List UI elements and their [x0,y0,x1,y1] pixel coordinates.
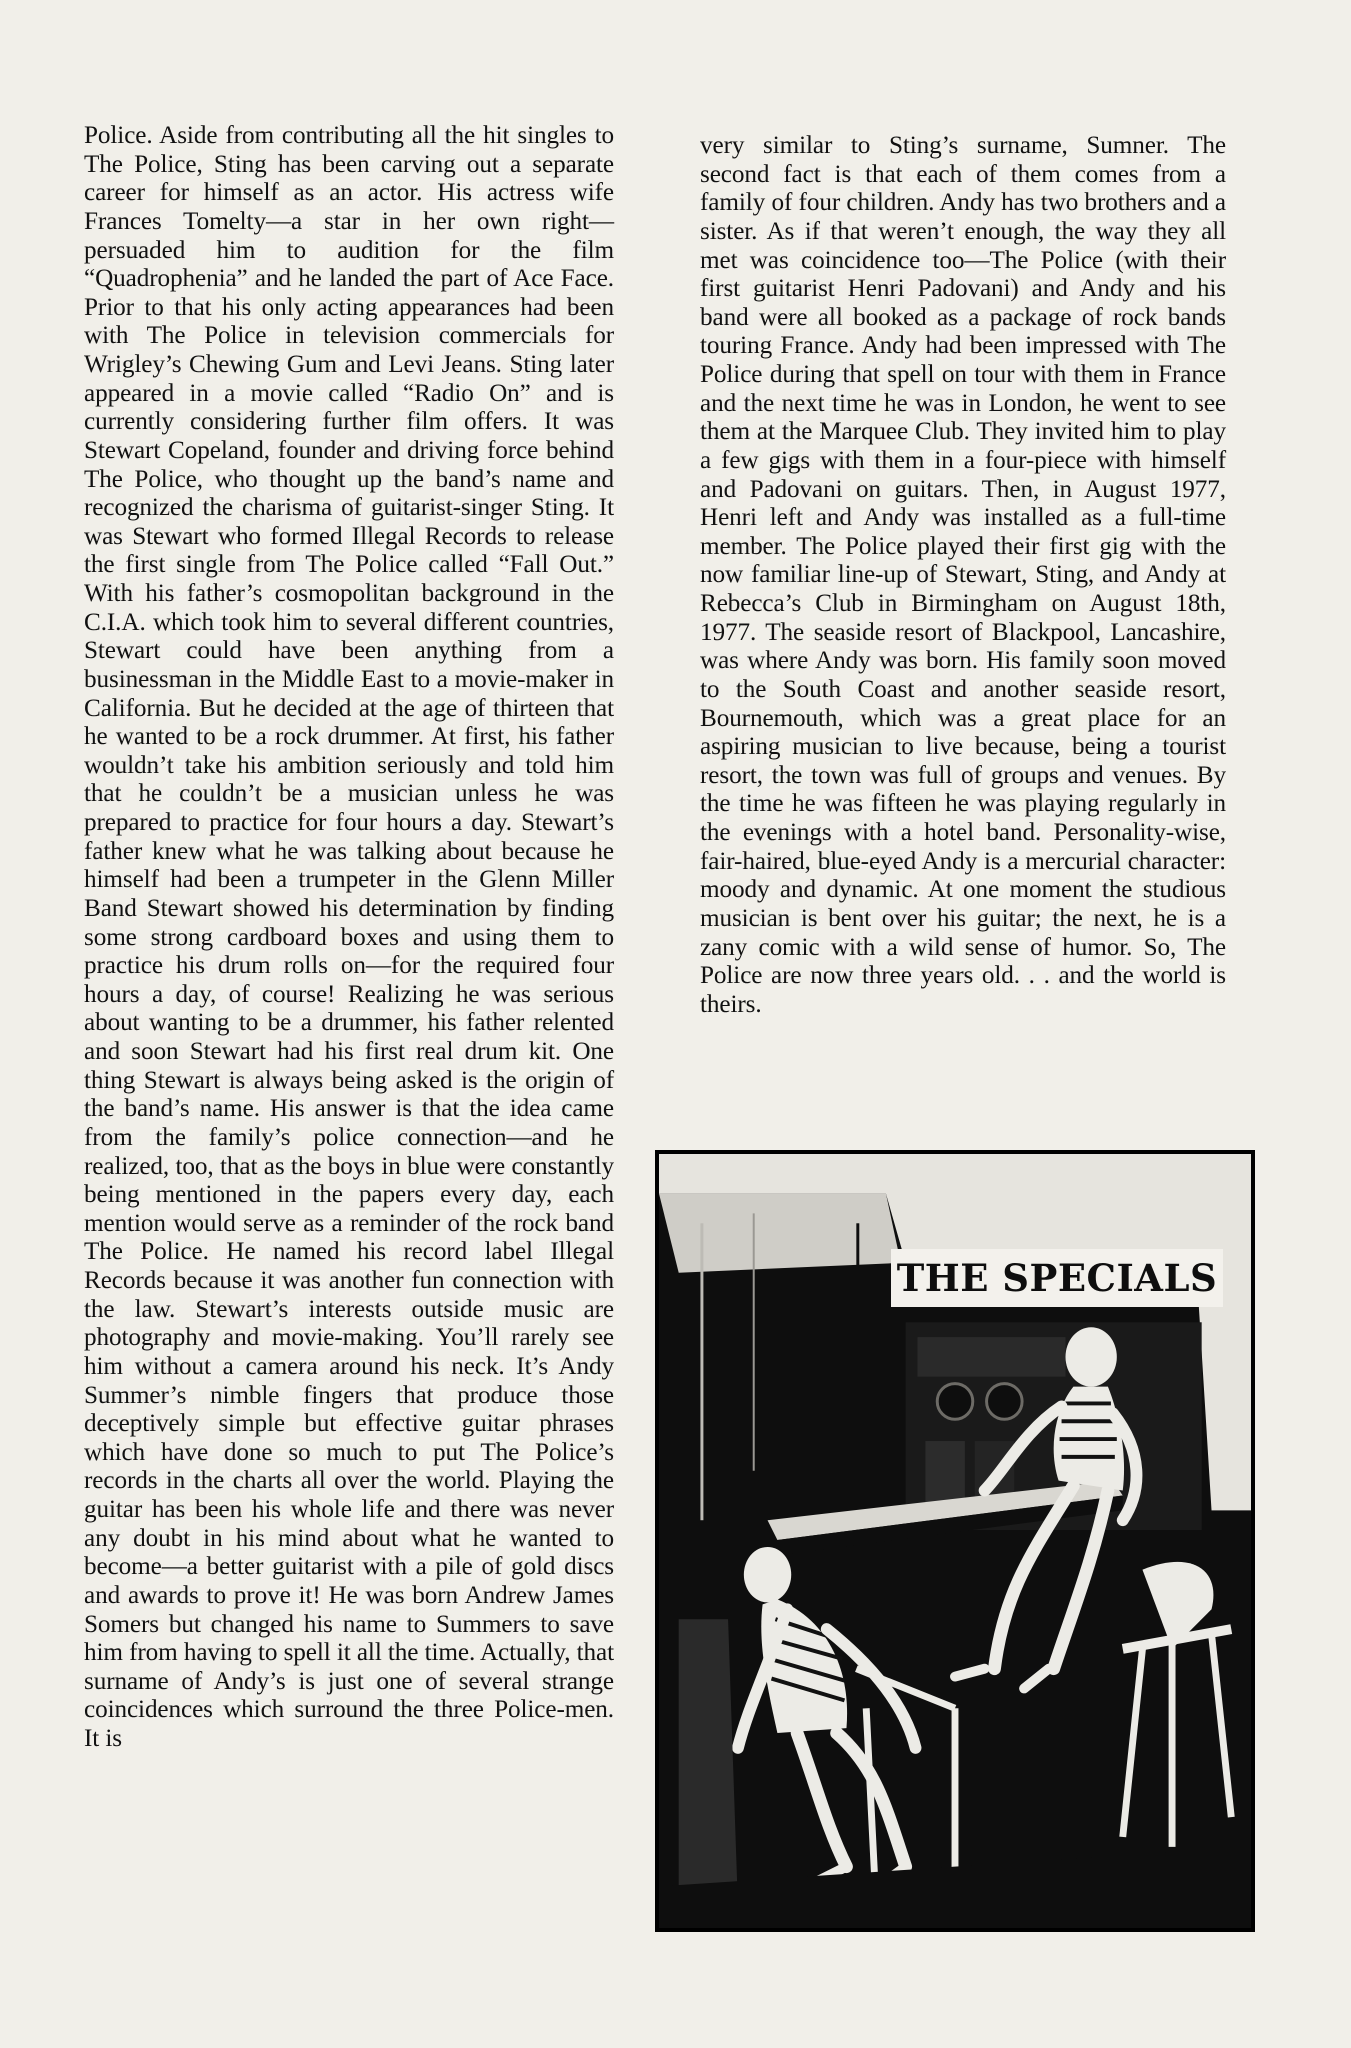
article-column-right [700,132,1226,1019]
band-photo [655,1150,1255,1932]
photo-caption: THE SPECIALS [891,1249,1223,1307]
article-text-right: very similar to Sting’s surname, Sumner. The second fact is that each of them comes from a family of four children. Andy has two brothers and a sister. As if that weren’t enough, the way they all met was coincidence too—The Police (with their first guitarist Henri Padovani) and Andy and his band were all booked as a package of rock bands touring France. Andy had been impressed with The Police during that spell on tour with them in France and the next time he was in London, he went to see them at the Marquee Club. They invited him to play a few gigs with them in a four-piece with himself and Padovani on guitars. Then, in August 1977, Henri left and Andy was installed as a full-time member. The Police played their first gig with the now familiar line-up of Stewart, Sting, and Andy at Rebecca’s Club in Birmingham on August 18th, 1977. The seaside resort of Blackpool, Lancashire, was where Andy was born. His family soon moved to the South Coast and another seaside resort, Bournemouth, which was a great place for an aspiring musician to live because, being a tourist resort, the town was full of groups and venues. By the time he was fifteen he was playing regularly in the evenings with a hotel band. Personality-wise, fair-haired, blue-eyed Andy is a mercurial character: moody and dynamic. At one moment the studious musician is bent over his guitar; the next, he is a zany comic with a wild sense of humor. So, The Police are now three years old. . . and the world is theirs. [700,132,1226,1018]
article-text-left: Police. Aside from contributing all the hit singles to The Police, Sting has been carving out a separate career for himself as an actor. His actress wife Frances Tomelty—a star in her own right—persuaded him to audition for the film “Quadrophenia” and he landed the part of Ace Face. Prior to that his only acting appearances had been with The Police in television commercials for Wrigley’s Chewing Gum and Levi Jeans. Sting later appeared in a movie called “Radio On” and is currently considering further film offers. It was Stewart Copeland, founder and driving force behind The Police, who thought up the band’s name and recognized the charisma of guitarist-singer Sting. It was Stewart who formed Illegal Records to release the first single from The Police called “Fall Out.” With his father’s cosmopolitan background in the C.I.A. which took him to several different countries, Stewart could have been anything from a businessman in the Middle East to a movie-maker in California. But he decided at the age of thirteen that he wanted to be a rock drummer. At first, his father wouldn’t take his ambition seriously and told him that he couldn’t be a musician unless he was prepared to practice for four hours a day. Stewart’s father knew what he was talking about because he himself had been a trumpeter in the Glenn Miller Band Stewart showed his determination by finding some strong cardboard boxes and using them to practice his drum rolls on—for the required four hours a day, of course! Realizing he was serious about wanting to be a drummer, his father relented and soon Stewart had his first real drum kit. One thing Stewart is always being asked is the origin of the band’s name. His answer is that the idea came from the family’s police connection—and he realized, too, that as the boys in blue were constantly being mentioned in the papers every day, each mention would serve as a reminder of the rock band The Police. He named his record label Illegal Records because it was another fun connection with the law. Stewart’s interests outside music are photography and movie-making. You’ll rarely see him without a camera around his neck. It’s Andy Summer’s nimble fingers that produce those deceptively simple but effective guitar phrases which have done so much to put The Police’s records in the charts all over the world. Playing the guitar has been his whole life and there was never any doubt in his mind about what he wanted to become—a better guitarist with a pile of gold discs and awards to prove it! He was born Andrew James Somers but changed his name to Summers to save him from having to spell it all the time. Actually, that surname of Andy’s is just one of several strange coincidences which surround the three Police-men. It is [84,122,615,1752]
article-column-left [84,122,614,1754]
